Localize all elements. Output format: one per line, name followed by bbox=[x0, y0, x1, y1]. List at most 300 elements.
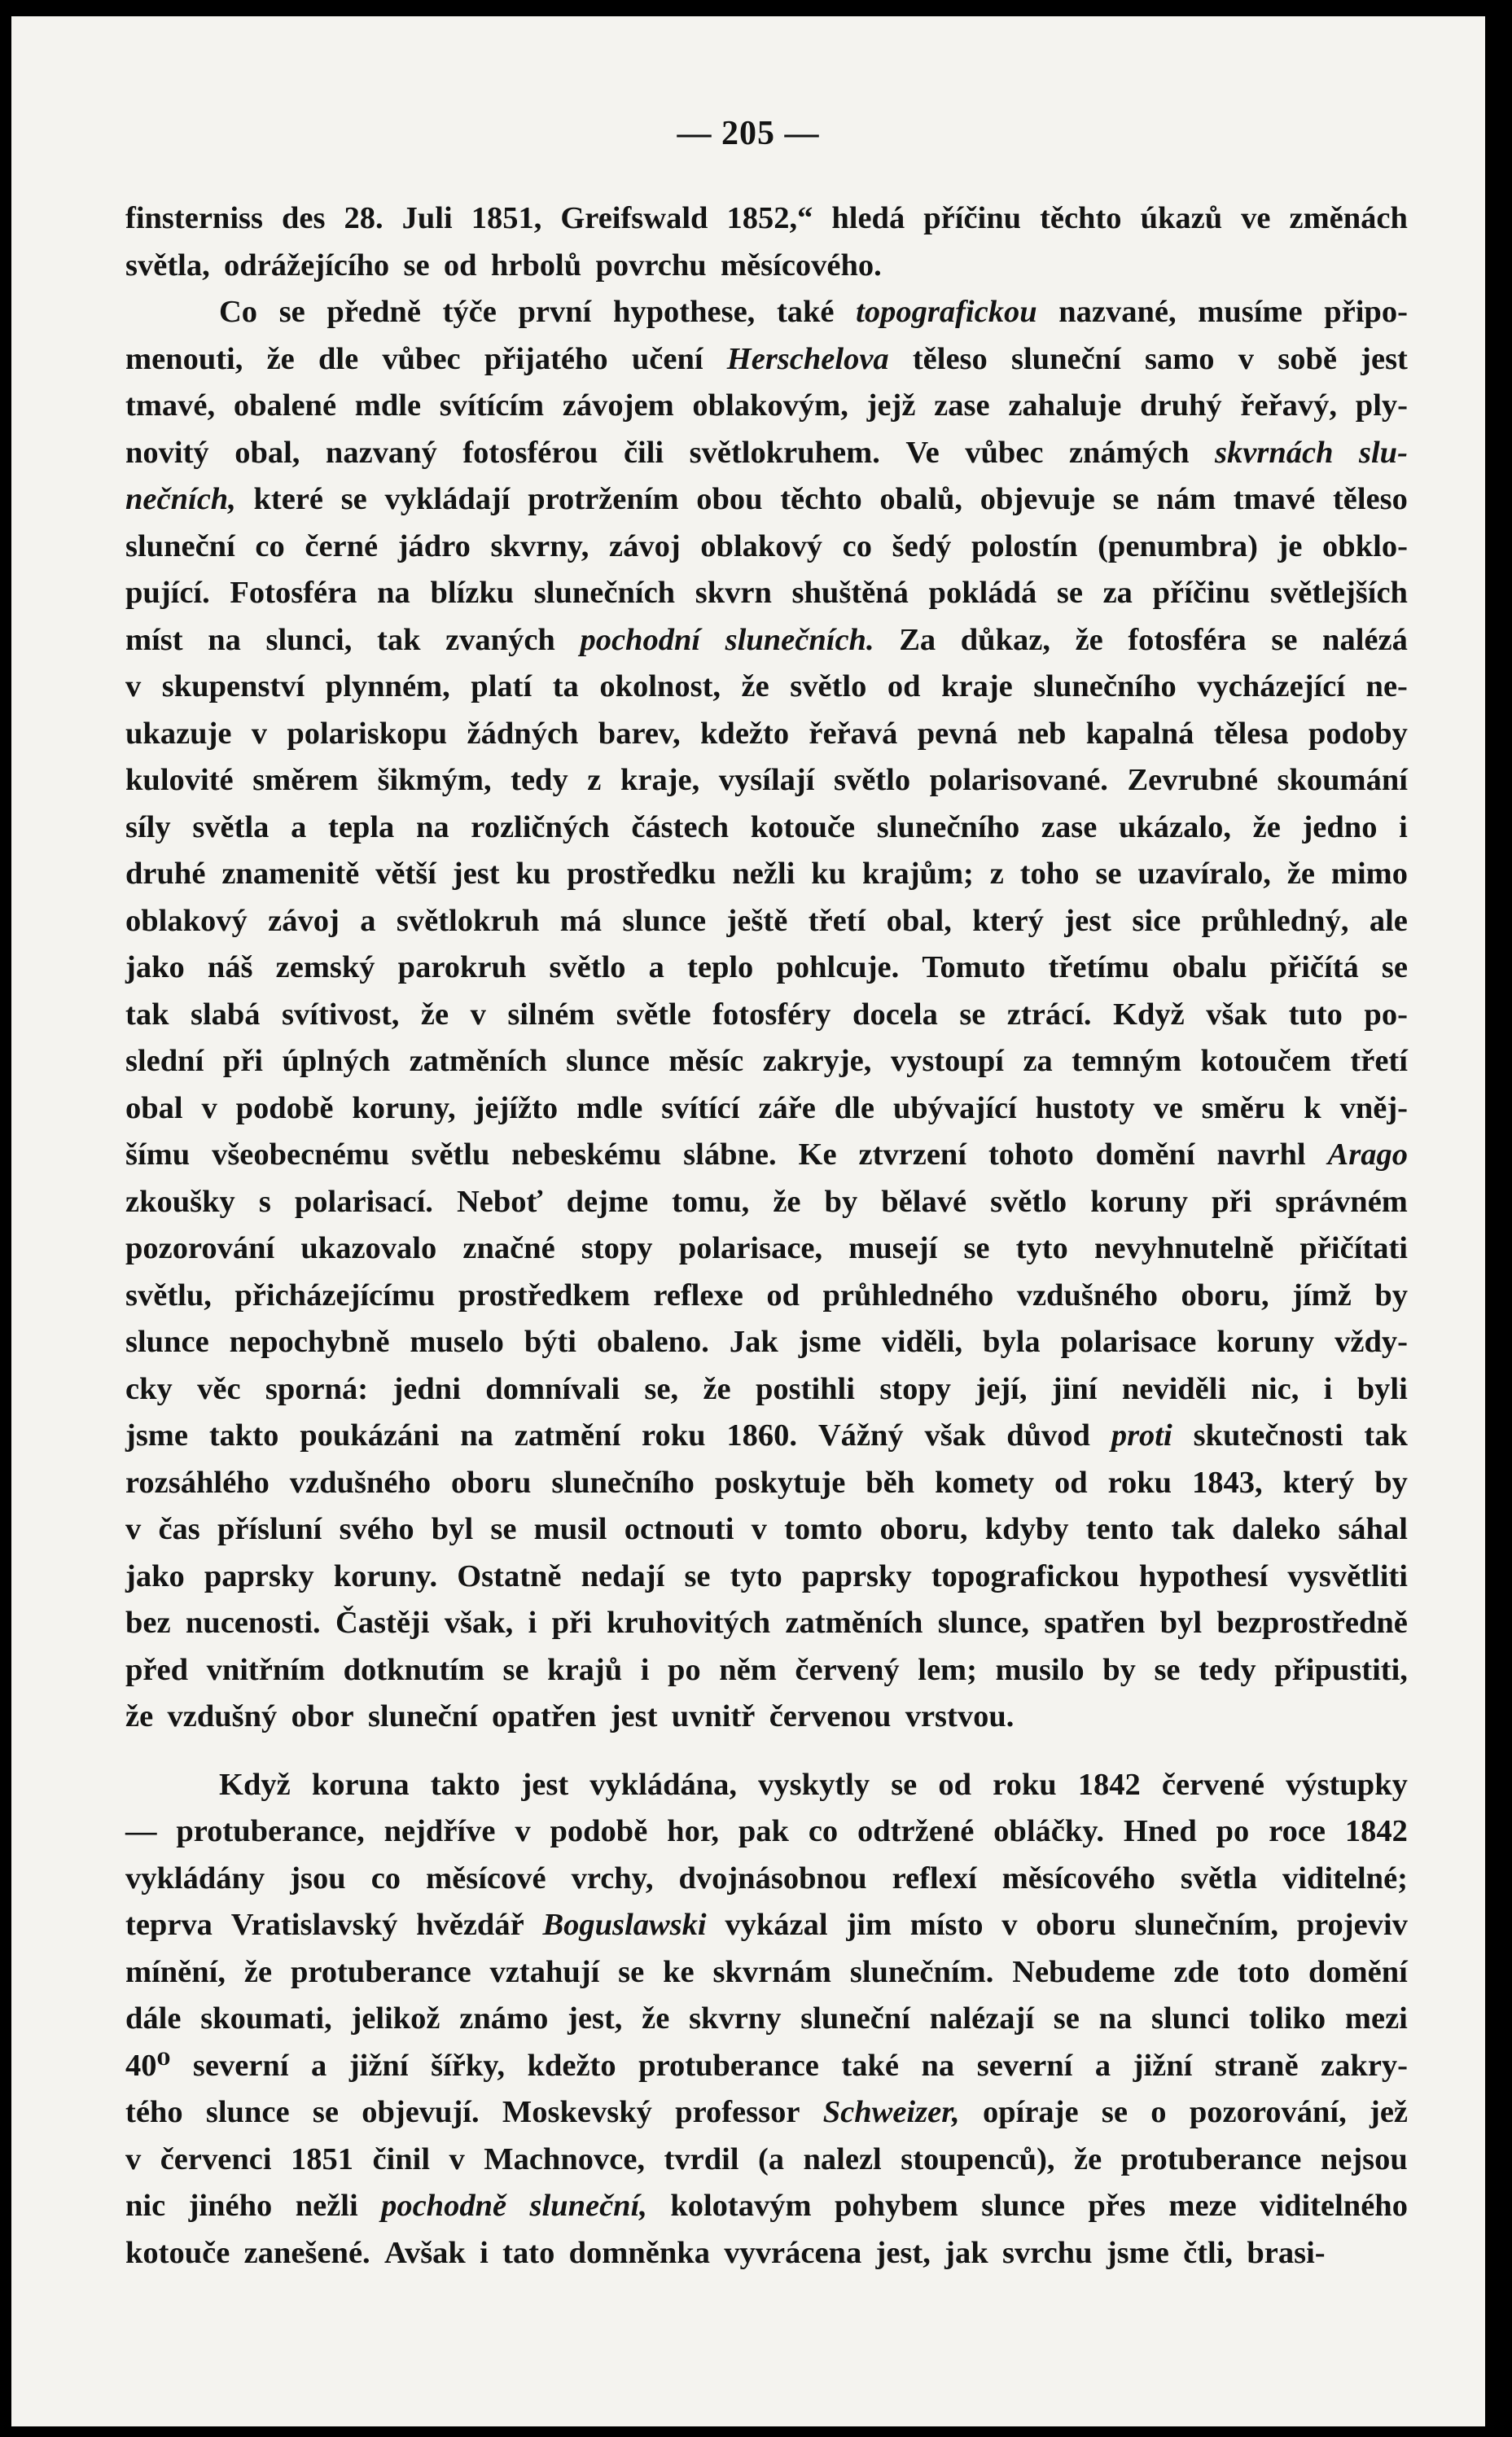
word: ukazuje bbox=[125, 716, 232, 751]
word: na bbox=[460, 1418, 493, 1453]
word: finsterniss bbox=[125, 201, 263, 235]
word: Schweizer, bbox=[822, 2095, 960, 2129]
word: mdle bbox=[576, 1090, 643, 1125]
text-line bbox=[125, 1413, 1408, 1460]
text-line bbox=[125, 711, 1408, 758]
word: protuberance, bbox=[176, 1814, 365, 1848]
word: jest bbox=[610, 1699, 658, 1734]
word: obal, bbox=[234, 435, 300, 470]
text-line bbox=[125, 2183, 1408, 2230]
text-line bbox=[125, 1273, 1408, 1320]
text-line bbox=[125, 1694, 1408, 1741]
word: těchto bbox=[780, 482, 862, 516]
word: pevná bbox=[917, 716, 998, 751]
word: sobě bbox=[1278, 341, 1337, 376]
word: částech bbox=[631, 809, 730, 844]
word: na bbox=[208, 622, 241, 657]
word: první bbox=[518, 295, 592, 329]
word: ne- bbox=[1365, 669, 1408, 703]
word: hustoty bbox=[1035, 1090, 1135, 1125]
word: se bbox=[1112, 482, 1139, 516]
word: značné bbox=[462, 1231, 555, 1265]
word: slunečního bbox=[1033, 669, 1177, 703]
paragraph-gap bbox=[125, 1741, 1408, 1762]
word: jest bbox=[1361, 341, 1408, 376]
word: slabá bbox=[190, 997, 261, 1032]
word: se bbox=[963, 1231, 990, 1265]
word: stopy bbox=[581, 1231, 653, 1265]
word: světlo bbox=[549, 950, 626, 984]
text-line bbox=[125, 1647, 1408, 1694]
text-line bbox=[125, 1506, 1408, 1554]
word: toto bbox=[1237, 1954, 1291, 1989]
word: ale bbox=[1369, 903, 1408, 938]
text-line bbox=[125, 992, 1408, 1039]
word: tepla bbox=[328, 809, 395, 844]
word: se bbox=[1053, 2001, 1080, 2036]
word: tyto bbox=[730, 1558, 782, 1593]
word: vůbec bbox=[382, 341, 461, 376]
word: odrážejícího bbox=[224, 248, 390, 283]
word: míst bbox=[125, 622, 183, 657]
word: průhledný, bbox=[1201, 903, 1349, 938]
word: professor bbox=[675, 2095, 800, 2129]
word: Neboť bbox=[456, 1184, 543, 1219]
word: povrchu bbox=[595, 248, 707, 283]
word: však bbox=[924, 1418, 986, 1453]
word: Za bbox=[899, 622, 936, 657]
word: od bbox=[938, 1767, 972, 1802]
word: dále bbox=[125, 2001, 182, 2036]
word: ve bbox=[1241, 201, 1271, 235]
text-line bbox=[125, 195, 1408, 243]
word: přičítá bbox=[1269, 950, 1359, 984]
word: se bbox=[959, 997, 986, 1032]
word: zanešené. bbox=[243, 2235, 370, 2270]
word: ukazovalo bbox=[300, 1231, 437, 1265]
word: světlo bbox=[834, 763, 911, 797]
word: muselo bbox=[410, 1325, 504, 1359]
word: nejsou bbox=[1320, 2141, 1408, 2176]
word: čili bbox=[623, 435, 664, 470]
word: nedají bbox=[581, 1558, 665, 1593]
word: těchto bbox=[1040, 201, 1122, 235]
word: červené bbox=[1161, 1767, 1264, 1802]
word: v bbox=[125, 669, 142, 703]
word: obou bbox=[696, 482, 763, 516]
word: viditelné; bbox=[1282, 1861, 1408, 1896]
word: svítící bbox=[661, 1090, 740, 1125]
word: vykázal bbox=[725, 1908, 828, 1942]
word: stoupenců), bbox=[901, 2141, 1055, 2176]
word: v bbox=[1238, 341, 1255, 376]
word: oboru, bbox=[879, 1512, 968, 1546]
word: tohoto bbox=[988, 1137, 1074, 1172]
word: známo bbox=[459, 2001, 549, 2036]
word: Když bbox=[1113, 997, 1185, 1032]
word: nalézá bbox=[1322, 622, 1408, 657]
word: hrbolů bbox=[490, 248, 582, 283]
word: skvrny, bbox=[490, 528, 589, 563]
word: po bbox=[1216, 1814, 1250, 1848]
word: lem; bbox=[918, 1652, 977, 1687]
word: oblakový bbox=[700, 528, 823, 563]
word: octnouti bbox=[624, 1512, 734, 1546]
word: druhé bbox=[125, 857, 206, 891]
word: jak bbox=[944, 2235, 988, 2270]
word: světlo bbox=[790, 669, 867, 703]
text-line bbox=[125, 617, 1408, 664]
word: 1860. bbox=[726, 1418, 797, 1453]
word: že bbox=[773, 1184, 801, 1219]
word: vztahují bbox=[489, 1954, 600, 1989]
word: fotosféra bbox=[1128, 622, 1247, 657]
word: ještě bbox=[726, 903, 788, 938]
word: vystoupí bbox=[890, 1044, 1004, 1078]
word: tak bbox=[1171, 1512, 1215, 1546]
word: slunečního bbox=[876, 809, 1020, 844]
word: tato bbox=[502, 2235, 555, 2270]
word: učení bbox=[631, 341, 703, 376]
word: Juli bbox=[401, 201, 453, 235]
word: oblakovým, bbox=[692, 388, 848, 423]
word: tomto bbox=[784, 1512, 863, 1546]
word: se bbox=[1271, 622, 1298, 657]
word: Moskevský bbox=[502, 2095, 652, 2129]
word: nic, bbox=[1251, 1371, 1299, 1406]
word: Boguslawski bbox=[542, 1908, 707, 1942]
word: zatměních bbox=[409, 1044, 547, 1078]
text-line bbox=[125, 1132, 1408, 1179]
word: skvrnám bbox=[712, 1954, 831, 1989]
word: svítícím bbox=[439, 388, 545, 423]
word: nic bbox=[125, 2189, 166, 2223]
word: směrem bbox=[252, 763, 358, 797]
word: uvnitř bbox=[671, 1699, 756, 1734]
word: 1842 bbox=[1077, 1767, 1141, 1802]
word: ke bbox=[663, 1954, 695, 1989]
word: zvaných bbox=[445, 622, 555, 657]
word: slunečním, bbox=[1134, 1908, 1278, 1942]
word: větší bbox=[375, 857, 436, 891]
word: ku bbox=[811, 857, 847, 891]
word: měsíc bbox=[668, 1044, 744, 1078]
word: mdle bbox=[354, 388, 422, 423]
text-line bbox=[125, 1902, 1408, 1949]
word: jest, bbox=[568, 2001, 623, 2036]
word: sluneční bbox=[1011, 341, 1121, 376]
word: slunečních. bbox=[725, 622, 874, 657]
word: slunce bbox=[125, 1325, 209, 1359]
word: barev, bbox=[598, 716, 681, 751]
word: jim bbox=[846, 1908, 892, 1942]
word: jižní bbox=[348, 2048, 409, 2083]
word: měsícového bbox=[1001, 1861, 1155, 1896]
text-line bbox=[125, 1949, 1408, 1996]
word: neb bbox=[1017, 716, 1067, 751]
text-line bbox=[125, 898, 1408, 945]
word: na bbox=[377, 576, 410, 610]
word: kulovité bbox=[125, 763, 234, 797]
word: sluneční bbox=[367, 1699, 478, 1734]
word: s bbox=[258, 1184, 271, 1219]
word: co bbox=[255, 528, 285, 563]
word: šedý bbox=[892, 528, 952, 563]
word: Nebudeme bbox=[1012, 1954, 1155, 1989]
word: světla bbox=[1180, 1861, 1257, 1896]
word: nečních, bbox=[125, 482, 236, 516]
text-line bbox=[125, 2137, 1408, 2184]
text-line bbox=[125, 1038, 1408, 1085]
word: mezi bbox=[1344, 2001, 1408, 2036]
word: (penumbra) bbox=[1098, 528, 1258, 563]
word: připustiti, bbox=[1274, 1652, 1408, 1687]
word: vůbec bbox=[965, 435, 1044, 470]
word: něm bbox=[719, 1652, 777, 1687]
word: ubývající bbox=[892, 1090, 1017, 1125]
word: polarisace bbox=[1060, 1325, 1197, 1359]
word: tak bbox=[125, 997, 169, 1032]
word: polostín bbox=[971, 528, 1078, 563]
word: třetí bbox=[808, 903, 866, 938]
word: topografickou bbox=[931, 1558, 1120, 1593]
word: jejížto bbox=[474, 1090, 559, 1125]
word: výstupky bbox=[1286, 1767, 1408, 1802]
word: 28. bbox=[344, 201, 383, 235]
word: jímž bbox=[1292, 1278, 1352, 1313]
word: všeobecnému bbox=[212, 1137, 390, 1172]
word: řeřavá bbox=[809, 716, 898, 751]
word: se, bbox=[644, 1371, 679, 1406]
word: zkoušky bbox=[125, 1184, 235, 1219]
word: koruny bbox=[1090, 1184, 1189, 1219]
word: vněj- bbox=[1339, 1090, 1408, 1125]
word: se bbox=[490, 1512, 517, 1546]
word: z bbox=[587, 763, 602, 797]
word: se bbox=[312, 2095, 339, 2129]
word: topografickou bbox=[856, 295, 1037, 329]
word: na bbox=[1098, 2001, 1133, 2036]
word: neviděli bbox=[1121, 1371, 1227, 1406]
word: v bbox=[470, 997, 486, 1032]
word: zakryje, bbox=[762, 1044, 872, 1078]
word: čas bbox=[158, 1512, 200, 1546]
word: kraje bbox=[941, 669, 1013, 703]
word: sluneční bbox=[800, 2001, 910, 2036]
word: závojem bbox=[562, 388, 674, 423]
word: tyto bbox=[1015, 1231, 1068, 1265]
word: obalů, bbox=[879, 482, 963, 516]
word: od bbox=[443, 248, 477, 283]
word: za bbox=[1102, 576, 1133, 610]
word: vyvrácena bbox=[724, 2235, 862, 2270]
word: odtržené bbox=[857, 1814, 975, 1848]
word: skoumati, bbox=[200, 2001, 332, 2036]
word: shuštěná bbox=[791, 576, 909, 610]
word: vyskytly bbox=[758, 1767, 870, 1802]
word: vysílají bbox=[718, 763, 815, 797]
word: a bbox=[360, 903, 376, 938]
word: slábne. bbox=[683, 1137, 777, 1172]
word: sluneční, bbox=[529, 2189, 647, 2223]
word: vzdušného bbox=[1016, 1278, 1159, 1313]
word: svrchu bbox=[1001, 2235, 1093, 2270]
word: — bbox=[125, 1814, 157, 1848]
word: teprva bbox=[125, 1908, 213, 1942]
word: protuberance bbox=[1120, 2141, 1302, 2176]
word: domění bbox=[1095, 1137, 1195, 1172]
word: světlokruhem. bbox=[689, 435, 880, 470]
word: prostředku bbox=[567, 857, 717, 891]
word: také bbox=[776, 295, 835, 329]
word: severní bbox=[976, 2048, 1073, 2083]
word: jádro bbox=[397, 528, 471, 563]
word: zatměních bbox=[785, 1606, 923, 1640]
word: slunce bbox=[622, 903, 707, 938]
word: by bbox=[824, 1184, 858, 1219]
word: že bbox=[125, 1699, 154, 1734]
word: uzavíralo, bbox=[1137, 857, 1271, 891]
word: jsme bbox=[1106, 2235, 1169, 2270]
word: jest bbox=[521, 1767, 569, 1802]
word: mínění, bbox=[125, 1954, 226, 1989]
word: opatřen bbox=[492, 1699, 597, 1734]
word: jest bbox=[452, 857, 500, 891]
word: čtli, bbox=[1183, 2235, 1234, 2270]
text-line bbox=[125, 2230, 1408, 2277]
word: také bbox=[841, 2048, 899, 2083]
word: tvrdil bbox=[664, 2141, 739, 2176]
word: nalezl bbox=[803, 2141, 882, 2176]
word: dle bbox=[318, 341, 359, 376]
word: musilo bbox=[995, 1652, 1085, 1687]
word: jiného bbox=[188, 2189, 273, 2223]
word: v bbox=[515, 1814, 531, 1848]
word: kdyby bbox=[984, 1512, 1069, 1546]
word: 1851, bbox=[471, 201, 542, 235]
word: platí bbox=[471, 669, 532, 703]
word: meze bbox=[1168, 2189, 1237, 2223]
text-line bbox=[125, 1808, 1408, 1856]
word: býti bbox=[524, 1325, 577, 1359]
word: slu- bbox=[1358, 435, 1408, 470]
word: nazvané, bbox=[1058, 295, 1177, 329]
text-line bbox=[125, 945, 1408, 992]
word: vzdušného bbox=[289, 1465, 432, 1500]
word: postihli bbox=[755, 1371, 855, 1406]
word: přicházejícímu bbox=[234, 1278, 436, 1313]
word: menouti, bbox=[125, 341, 243, 376]
word: pozorování, bbox=[1189, 2095, 1347, 2129]
word: předně bbox=[327, 295, 421, 329]
text-line bbox=[125, 570, 1408, 617]
word: že bbox=[741, 669, 769, 703]
word: že bbox=[642, 2001, 670, 2036]
word: šířky, bbox=[431, 2048, 506, 2083]
word: pochodní bbox=[580, 622, 701, 657]
word: světla, bbox=[125, 248, 210, 283]
word: náš bbox=[207, 950, 253, 984]
book-page bbox=[11, 16, 1485, 2426]
word: Ke bbox=[798, 1137, 837, 1172]
word: kdežto bbox=[700, 716, 790, 751]
word: koruny bbox=[1216, 1325, 1315, 1359]
word: poskytuje bbox=[714, 1465, 846, 1500]
word: se bbox=[891, 1767, 918, 1802]
word: dvojnásobnou bbox=[678, 1861, 867, 1896]
word: byli bbox=[1356, 1371, 1408, 1406]
body-text bbox=[125, 195, 1408, 2277]
word: kdežto bbox=[527, 2048, 616, 2083]
word: světlejších bbox=[1270, 576, 1408, 610]
word: vnitřním bbox=[206, 1652, 326, 1687]
text-line bbox=[125, 476, 1408, 524]
word: pohlcuje. bbox=[776, 950, 900, 984]
word: obláčky. bbox=[993, 1814, 1105, 1848]
word: vrchy, bbox=[571, 1861, 654, 1896]
word: že bbox=[243, 1954, 273, 1989]
word: takto bbox=[208, 1418, 279, 1453]
word: i bbox=[1323, 1371, 1333, 1406]
word: Vratislavský bbox=[230, 1908, 398, 1942]
word: polarisací. bbox=[294, 1184, 433, 1219]
word: prostředkem bbox=[458, 1278, 630, 1313]
word: Tomuto bbox=[922, 950, 1026, 984]
page-number: — 205 — bbox=[677, 115, 820, 152]
word: skvrnách bbox=[1215, 435, 1334, 470]
word: měsícového. bbox=[720, 248, 882, 283]
word: její, bbox=[975, 1371, 1028, 1406]
word: obal, bbox=[886, 903, 952, 938]
word: se bbox=[1101, 2095, 1128, 2129]
word: rozsáhlého bbox=[125, 1465, 270, 1500]
word: dle bbox=[834, 1090, 874, 1125]
word: Co bbox=[219, 295, 258, 329]
word: kapalná bbox=[1085, 716, 1194, 751]
word: 1851 bbox=[291, 2141, 353, 2176]
text-line bbox=[125, 1856, 1408, 1903]
text-line bbox=[125, 243, 1408, 290]
word: objevuje bbox=[980, 482, 1095, 516]
word: tak bbox=[377, 622, 421, 657]
word: tuto bbox=[1288, 997, 1343, 1032]
word: od bbox=[1054, 1465, 1088, 1500]
word: závoj bbox=[609, 528, 681, 563]
word: teplo bbox=[687, 950, 754, 984]
word: že bbox=[1286, 857, 1315, 891]
word: Herschelova bbox=[726, 341, 889, 376]
word: tedy bbox=[1199, 1652, 1256, 1687]
word: slunce bbox=[981, 2189, 1065, 2223]
word: obal bbox=[125, 1090, 183, 1125]
word: obalu bbox=[1172, 950, 1247, 984]
word: komety bbox=[935, 1465, 1035, 1500]
word: tedy bbox=[511, 763, 568, 797]
text-line bbox=[125, 1319, 1408, 1366]
word: slunce bbox=[566, 1044, 650, 1078]
word: 40⁰ bbox=[125, 2048, 171, 2083]
word: a bbox=[1094, 2048, 1111, 2083]
word: po bbox=[668, 1652, 701, 1687]
word: mimo bbox=[1330, 857, 1408, 891]
word: od bbox=[887, 669, 921, 703]
word: projeviv bbox=[1296, 1908, 1408, 1942]
word: rozličných bbox=[471, 809, 610, 844]
word: nežli bbox=[295, 2189, 358, 2223]
word: zde bbox=[1173, 1954, 1220, 1989]
word: ve bbox=[1153, 1090, 1183, 1125]
word: týče bbox=[442, 295, 497, 329]
